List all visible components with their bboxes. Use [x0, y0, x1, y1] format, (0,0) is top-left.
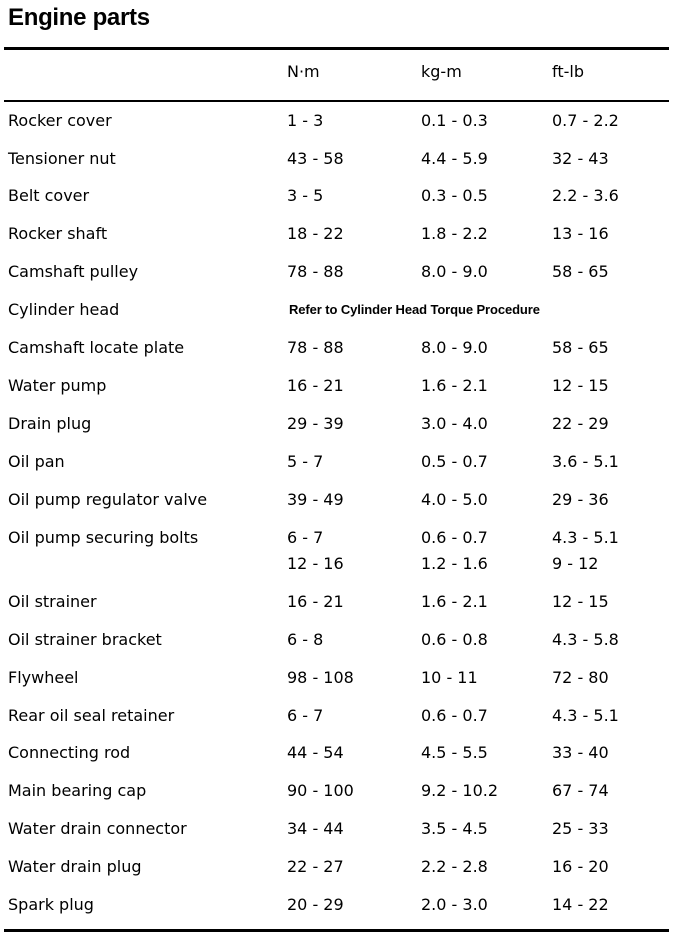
part-name: Spark plug: [8, 895, 94, 914]
value-ftlb: 33 - 40: [552, 743, 609, 762]
part-name: Water drain connector: [8, 819, 187, 838]
value-nm: 3 - 5: [287, 186, 324, 205]
value-ftlb: 9 - 12: [552, 554, 599, 573]
value-ftlb: 3.6 - 5.1: [552, 452, 619, 471]
part-name: Belt cover: [8, 186, 90, 205]
value-nm: 16 - 21: [287, 376, 344, 395]
part-name: Oil strainer bracket: [8, 630, 162, 649]
value-ftlb: 72 - 80: [552, 668, 609, 687]
value-nm: 98 - 108: [287, 668, 354, 687]
value-kgm: 1.2 - 1.6: [421, 554, 488, 573]
value-kgm: 0.3 - 0.5: [421, 186, 488, 205]
part-name: Tensioner nut: [8, 149, 116, 168]
value-ftlb: 29 - 36: [552, 490, 609, 509]
top-rule: [4, 47, 669, 50]
part-name: Camshaft pulley: [8, 262, 139, 281]
value-kgm: 2.2 - 2.8: [421, 857, 488, 876]
value-nm: 90 - 100: [287, 781, 354, 800]
value-kgm: 10 - 11: [421, 668, 478, 687]
value-nm: 22 - 27: [287, 857, 344, 876]
value-ftlb: 4.3 - 5.8: [552, 630, 619, 649]
value-nm: 18 - 22: [287, 224, 344, 243]
value-nm: 6 - 8: [287, 630, 324, 649]
value-ftlb: 12 - 15: [552, 376, 609, 395]
value-nm: 16 - 21: [287, 592, 344, 611]
part-name: Rocker cover: [8, 111, 112, 130]
header-nm: N·m: [287, 62, 320, 81]
value-nm: 78 - 88: [287, 262, 344, 281]
part-name: Connecting rod: [8, 743, 131, 762]
value-ftlb: 12 - 15: [552, 592, 609, 611]
value-kgm: 0.6 - 0.7: [421, 706, 488, 725]
part-name: Oil pump regulator valve: [8, 490, 208, 509]
value-ftlb: 14 - 22: [552, 895, 609, 914]
value-ftlb: 22 - 29: [552, 414, 609, 433]
header-ftlb: ft-lb: [552, 62, 584, 81]
value-ftlb: 25 - 33: [552, 819, 609, 838]
part-name: Water pump: [8, 376, 107, 395]
value-kgm: 1.6 - 2.1: [421, 376, 488, 395]
value-nm: 34 - 44: [287, 819, 344, 838]
value-kgm: 3.5 - 4.5: [421, 819, 488, 838]
value-ftlb: 0.7 - 2.2: [552, 111, 619, 130]
part-name: Main bearing cap: [8, 781, 147, 800]
value-nm: 12 - 16: [287, 554, 344, 573]
part-name: Camshaft locate plate: [8, 338, 185, 357]
value-nm: 6 - 7: [287, 706, 324, 725]
part-name: Oil strainer: [8, 592, 97, 611]
value-ftlb: 16 - 20: [552, 857, 609, 876]
value-nm: 20 - 29: [287, 895, 344, 914]
value-nm: 6 - 7: [287, 528, 324, 547]
value-kgm: 8.0 - 9.0: [421, 338, 488, 357]
value-kgm: 4.0 - 5.0: [421, 490, 488, 509]
part-name: Cylinder head: [8, 300, 120, 319]
value-ftlb: 58 - 65: [552, 338, 609, 357]
value-ftlb: 4.3 - 5.1: [552, 528, 619, 547]
value-kgm: 0.6 - 0.7: [421, 528, 488, 547]
value-nm: 1 - 3: [287, 111, 324, 130]
value-nm: 78 - 88: [287, 338, 344, 357]
part-name: Drain plug: [8, 414, 92, 433]
part-name: Oil pump securing bolts: [8, 528, 199, 547]
part-name: Rocker shaft: [8, 224, 108, 243]
value-ftlb: 13 - 16: [552, 224, 609, 243]
value-kgm: 0.1 - 0.3: [421, 111, 488, 130]
value-nm: 5 - 7: [287, 452, 324, 471]
value-kgm: 4.4 - 5.9: [421, 149, 488, 168]
value-ftlb: 4.3 - 5.1: [552, 706, 619, 725]
value-kgm: 0.6 - 0.8: [421, 630, 488, 649]
value-kgm: 2.0 - 3.0: [421, 895, 488, 914]
page-title: Engine parts: [8, 4, 150, 31]
table-header: [0, 60, 688, 84]
value-nm: 44 - 54: [287, 743, 344, 762]
part-name: Water drain plug: [8, 857, 142, 876]
part-name: Flywheel: [8, 668, 79, 687]
value-nm: 43 - 58: [287, 149, 344, 168]
value-kgm: 9.2 - 10.2: [421, 781, 499, 800]
value-ftlb: 2.2 - 3.6: [552, 186, 619, 205]
part-name: Oil pan: [8, 452, 65, 471]
value-nm: 29 - 39: [287, 414, 344, 433]
value-ftlb: 67 - 74: [552, 781, 609, 800]
value-kgm: 3.0 - 4.0: [421, 414, 488, 433]
value-kgm: 0.5 - 0.7: [421, 452, 488, 471]
value-kgm: 4.5 - 5.5: [421, 743, 488, 762]
header-rule: [4, 100, 669, 102]
bottom-rule: [4, 929, 669, 932]
value-ftlb: 58 - 65: [552, 262, 609, 281]
torque-procedure-note: Refer to Cylinder Head Torque Procedure: [289, 302, 540, 317]
value-kgm: 1.8 - 2.2: [421, 224, 488, 243]
value-kgm: 8.0 - 9.0: [421, 262, 488, 281]
value-ftlb: 32 - 43: [552, 149, 609, 168]
part-name: Rear oil seal retainer: [8, 706, 175, 725]
value-kgm: 1.6 - 2.1: [421, 592, 488, 611]
value-nm: 39 - 49: [287, 490, 344, 509]
header-kgm: kg-m: [421, 62, 462, 81]
